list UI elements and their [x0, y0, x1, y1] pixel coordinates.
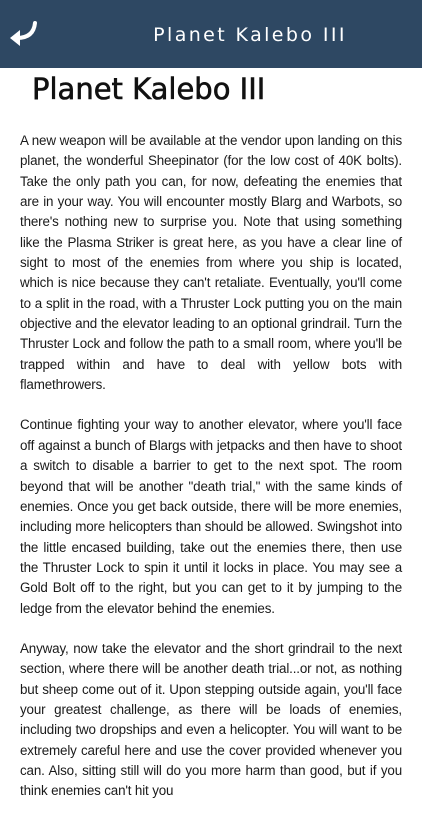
page-title: Planet Kalebo III: [32, 72, 266, 106]
back-arrow-icon: [8, 21, 38, 49]
article-body: [20, 131, 402, 822]
article-content[interactable]: [0, 68, 422, 799]
article-paragraph-2: Continue fighting your way to another elevator, where you'll face off against a bunch of Blargs with jetpacks and then have to shoot a switch to disable a barrier to get to the next spot. The room beyond that will be another "death trial," with the same kinds of enemies. Once you get back outside, there will be more enemies, including more helicopters than should be allowed. Swingshot into the little encased building, take out the enemies there, then use the Thruster Lock to spin it until it locks in place. You may see a Gold Bolt off to the right, but you can get to it by jumping to the ledge from the elevator behind the enemies.: [20, 417, 402, 616]
article-paragraph-3: Anyway, now take the elevator and the short grindrail to the next section, where there will be another death trial...or not, as nothing but sheep come out of it. Upon stepping outside again, you'll face your greatest challenge, as there will be loads of enemies, including two dropships and even a helicopter. You will want to be extremely careful here and use the cover provided whenever you can. Also, sitting still will do you more harm than good, but if you think enemies can't hit you: [20, 640, 402, 799]
back-button[interactable]: [6, 19, 40, 51]
nav-title: Planet Kalebo III: [153, 24, 347, 46]
navigation-bar: [0, 0, 422, 68]
article-paragraph-1: A new weapon will be available at the vendor upon landing on this planet, the wonderful Sheepinator (for the low cost of 40K bolts). Take the only path you can, for now, defeating the enemies that are in your way. You will encounter mostly Blarg and Warbots, so there's nothing new to surprise you. Note that using something like the Plasma Striker is great here, as you have a clear line of sight to most of the enemies from where you ship is located, which is nice because they can't retaliate. Eventually, you'll come to a split in the road, with a Thruster Lock putting you on the main objective and the elevator leading to an optional grindrail. Turn the Thruster Lock and follow the path to a small room, where you'll be trapped within and have to deal with yellow bots with flamethrowers.: [20, 133, 402, 393]
